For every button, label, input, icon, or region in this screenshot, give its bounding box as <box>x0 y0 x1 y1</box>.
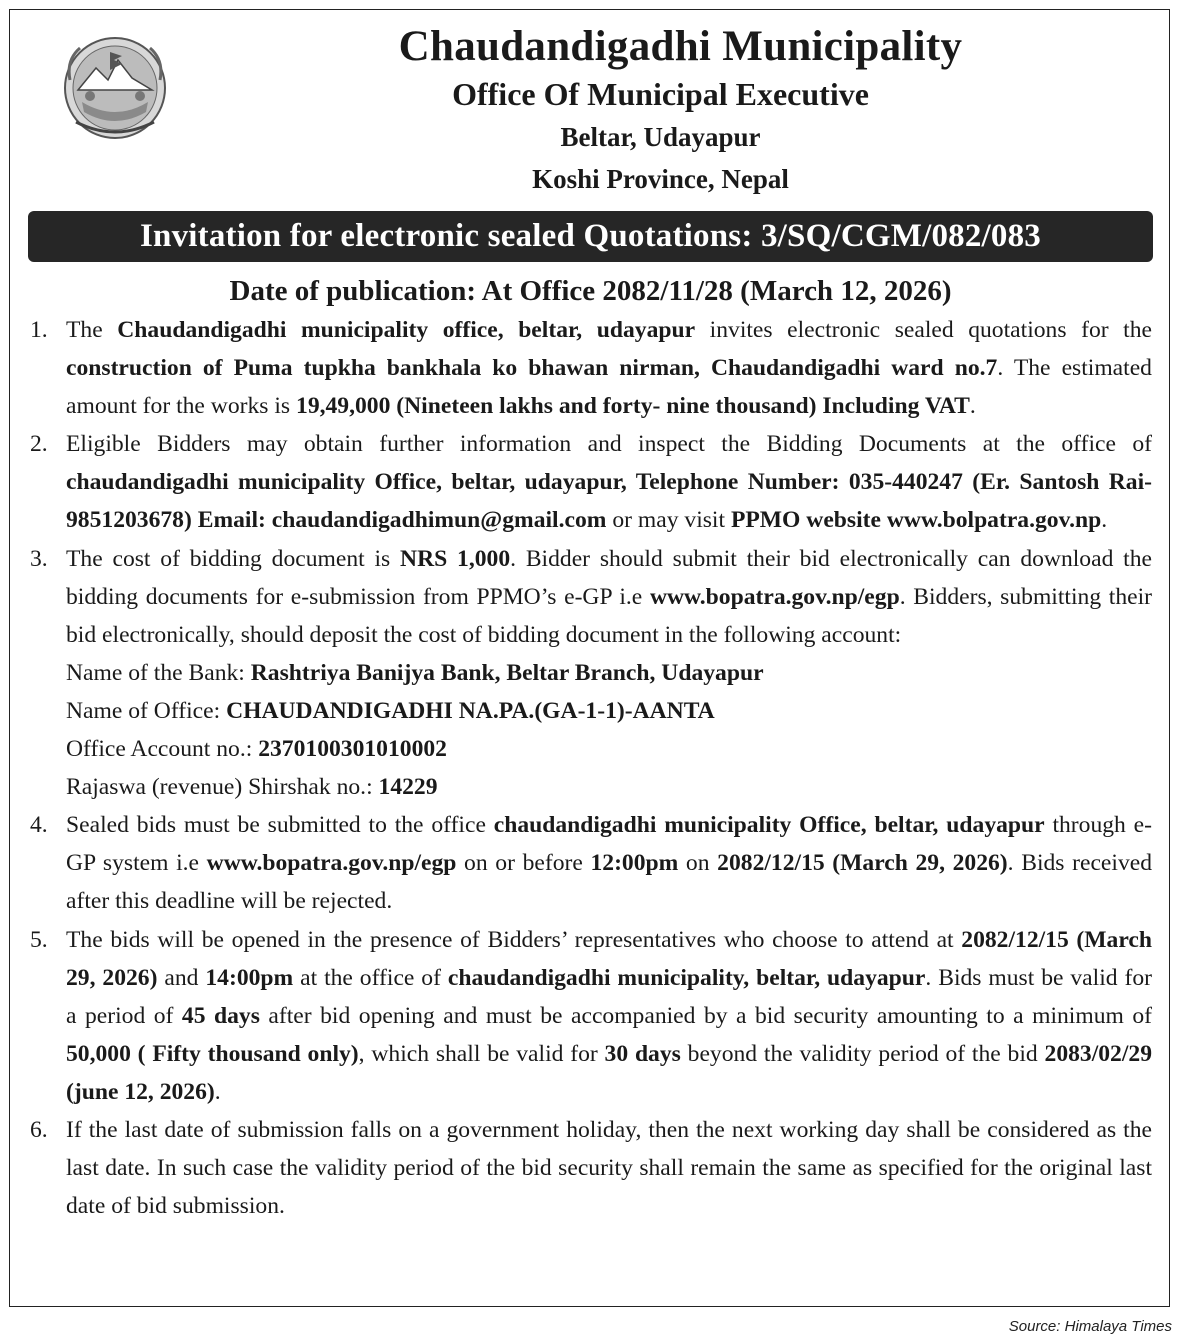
municipality-name: Chaudandigadhi Municipality <box>398 23 963 70</box>
address-line-1: Beltar, Udayapur <box>560 122 761 152</box>
nepal-government-emblem-icon <box>56 30 174 142</box>
revenue-line: Rajaswa (revenue) Shirshak no.: 14229 <box>66 774 438 801</box>
source-credit: Source: Himalaya Times <box>1008 1318 1172 1335</box>
invitation-banner: Invitation for electronic sealed Quotations: 3/SQ/CGM/082/083 <box>28 211 1153 262</box>
address-line-2: Koshi Province, Nepal <box>532 164 789 194</box>
list-item: 2. Eligible Bidders may obtain further information and inspect the Bidding Documents at the office of chaudandigadhi municipality Office, beltar, udayapur, Telephone Number: 035-440247 (Er. Santosh Rai- 9851203678) Email: chaudandigadhimun@gmail.com or may visit PPMO website www.bolpatra.gov.np. <box>30 425 1152 539</box>
list-item: 6. If the last date of submission falls on a government holiday, then the next working day shall be considered as the last date. In such case the validity period of the bid security shall remain the same as specified for the original last date of bid submission. <box>30 1111 1152 1225</box>
bank-name-line: Name of the Bank: Rashtriya Banijya Bank, Beltar Branch, Udayapur <box>66 659 764 686</box>
office-name-line: Name of Office: CHAUDANDIGADHI NA.PA.(GA-1-1)-AANTA <box>66 697 715 724</box>
notice-items <box>30 311 1152 1225</box>
list-item: 5. The bids will be opened in the presence of Bidders’ representatives who choose to attend at 2082/12/15 (March 29, 2026) and 14:00pm at the office of chaudandigadhi municipality, beltar, udayapur. Bids must be valid for a period of 45 days after bid opening and must be accompanied by a bid security amounting to a minimum of 50,000 ( Fifty thousand only), which shall be valid for 30 days beyond the validity period of the bid 2083/02/29 (june 12, 2026). <box>30 921 1152 1111</box>
item-number: 4. <box>30 812 48 839</box>
list-item: 3. The cost of bidding document is NRS 1,000. Bidder should submit their bid electronically can download the bidding documents for e-submission from PPMO’s e-GP i.e www.bopatra.gov.np/egp. Bidders, submitting their bid electronically, should deposit the cost of bidding document in the following account: Name of the Bank: Rashtriya Banijya Bank, Beltar Branch, Udayapur Name of Office: CHAUDANDIGADHI NA.PA.(GA-1-1)-AANTA Office Account no.: 2370100301010002 Rajaswa (revenue) Shirshak no.: 14229 <box>30 540 1152 807</box>
item-number: 1. <box>30 317 48 343</box>
office-name: Office Of Municipal Executive <box>452 76 869 112</box>
item-number: 5. <box>30 926 48 953</box>
header <box>160 22 1161 200</box>
publication-date: Date of publication: At Office 2082/11/28 (March 12, 2026) <box>229 275 952 307</box>
item-number: 2. <box>30 431 48 458</box>
account-number-line: Office Account no.: 2370100301010002 <box>66 736 447 763</box>
list-item: 1. The Chaudandigadhi municipality office, beltar, udayapur invites electronic sealed quotations for the construction of Puma tupkha bankhala ko bhawan nirman, Chaudandigadhi ward no.7. The estimated amount for the works is 19,49,000 (Nineteen lakhs and forty- nine thousand) Including VAT. <box>30 311 1152 425</box>
item-number: 6. <box>30 1116 48 1143</box>
list-item: 4. Sealed bids must be submitted to the office chaudandigadhi municipality Office, beltar, udayapur through e-GP system i.e www.bopatra.gov.np/egp on or before 12:00pm on 2082/12/15 (March 29, 2026). Bids received after this deadline will be rejected. <box>30 806 1152 920</box>
item-number: 3. <box>30 545 48 572</box>
